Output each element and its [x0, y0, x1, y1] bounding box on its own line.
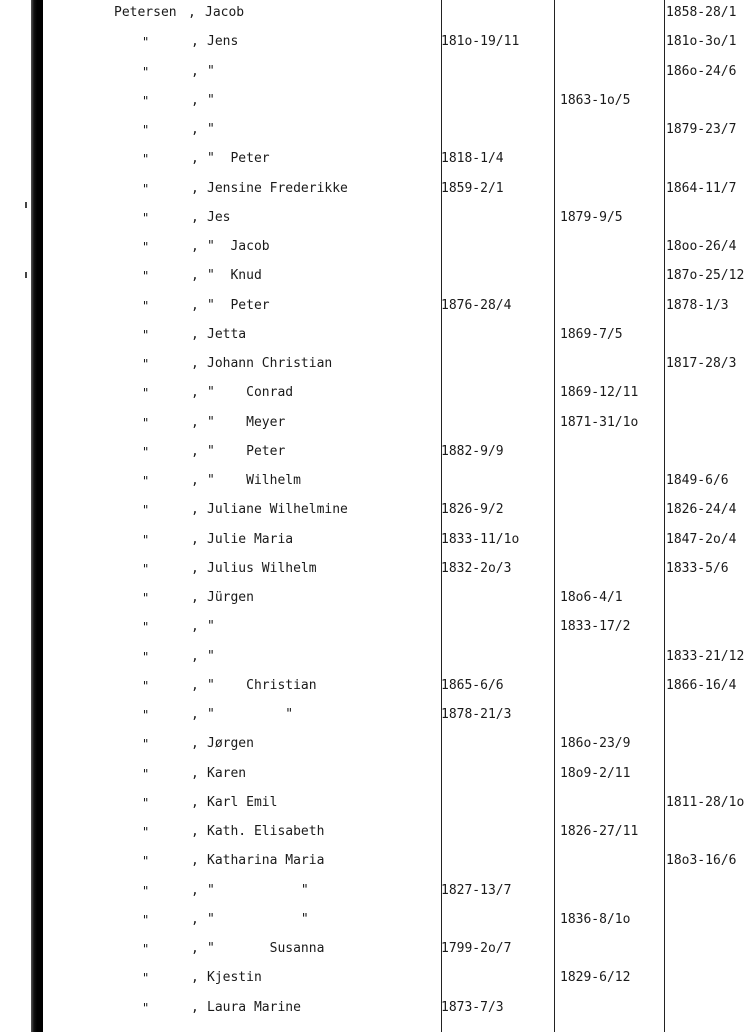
ditto-mark: " — [142, 532, 150, 547]
given-name: " — [207, 92, 215, 108]
given-name: Jetta — [207, 326, 247, 342]
comma-separator: , — [191, 209, 199, 225]
date-col-3: 1833-21/12 — [666, 648, 745, 664]
given-name: " Knud — [207, 268, 262, 284]
comma-separator: , — [191, 151, 199, 167]
register-row — [0, 325, 750, 345]
date-col-3: 1833-5/6 — [666, 560, 729, 576]
date-col-3: 186o-24/6 — [666, 63, 737, 79]
register-row — [0, 237, 750, 257]
given-name: Julie Maria — [207, 531, 294, 547]
ditto-mark: " — [142, 1000, 150, 1015]
date-col-2: 1836-8/1o — [560, 911, 631, 927]
register-row — [0, 91, 750, 111]
register-row — [0, 530, 750, 550]
ditto-mark: " — [142, 35, 150, 50]
date-col-2: 1863-1o/5 — [560, 92, 631, 108]
date-col-3: 18o3-16/6 — [666, 853, 737, 869]
date-col-1: 1799-2o/7 — [441, 941, 512, 956]
given-name: " Wilhelm — [207, 473, 301, 488]
register-row — [0, 939, 750, 959]
register-row — [0, 822, 750, 842]
comma-separator: , — [191, 502, 199, 518]
register-row — [0, 851, 750, 871]
given-name: Karen — [207, 765, 247, 781]
comma-separator: , — [191, 297, 199, 313]
date-col-1: 1865-6/6 — [441, 677, 504, 693]
ditto-mark: " — [142, 123, 150, 137]
comma-separator: , — [191, 999, 199, 1015]
ditto-mark: " — [142, 240, 150, 254]
given-name: " — [207, 619, 215, 635]
ditto-mark: " — [142, 825, 150, 839]
date-col-3: 1826-24/4 — [666, 502, 737, 518]
date-col-2: 18o6-4/1 — [560, 590, 623, 605]
date-col-1: 181o-19/11 — [441, 34, 520, 50]
date-col-3: 1817-28/3 — [666, 356, 737, 371]
ditto-mark: " — [142, 181, 150, 196]
ditto-mark: " — [142, 912, 150, 927]
register-row — [0, 266, 750, 286]
comma-separator: , — [191, 385, 199, 401]
ditto-mark: " — [142, 269, 150, 284]
ditto-mark: " — [142, 854, 150, 869]
given-name: " " — [207, 707, 294, 722]
comma-separator: , — [191, 122, 199, 137]
comma-separator: , — [191, 853, 199, 869]
given-name: " " — [207, 882, 309, 898]
register-row — [0, 149, 750, 169]
comma-separator: , — [191, 34, 199, 50]
ditto-mark: " — [142, 444, 150, 459]
given-name: " Peter — [207, 443, 286, 459]
date-col-3: 18oo-26/4 — [666, 239, 737, 254]
comma-separator: , — [191, 911, 199, 927]
register-row — [0, 793, 750, 813]
date-col-3: 1849-6/6 — [666, 473, 729, 488]
given-name: " — [207, 648, 215, 664]
date-col-3: 1858-28/1 — [666, 5, 737, 20]
comma-separator: , — [191, 326, 199, 342]
comma-separator: , — [191, 92, 199, 108]
register-row — [0, 588, 750, 608]
comma-separator: , — [191, 648, 199, 664]
given-name: Juliane Wilhelmine — [207, 502, 348, 518]
date-col-2: 1826-27/11 — [560, 824, 639, 839]
date-col-3: 1847-2o/4 — [666, 531, 737, 547]
register-row — [0, 413, 750, 433]
register-row — [0, 120, 750, 140]
given-name: Jacob — [205, 5, 245, 20]
given-name: " Peter — [207, 297, 270, 313]
date-col-2: 1879-9/5 — [560, 209, 623, 225]
ditto-mark: " — [142, 766, 150, 781]
date-col-1: 1833-11/1o — [441, 531, 520, 547]
comma-separator: , — [191, 707, 199, 722]
date-col-2: 1869-12/11 — [560, 385, 639, 401]
given-name: Jensine Frederikke — [207, 180, 348, 196]
given-name: Laura Marine — [207, 999, 301, 1015]
register-row — [0, 471, 750, 491]
register-row — [0, 764, 750, 784]
given-name: " Susanna — [207, 941, 325, 956]
comma-separator: , — [191, 794, 199, 810]
ditto-mark: " — [142, 152, 150, 167]
date-col-3: 1864-11/7 — [666, 180, 737, 196]
ditto-mark: " — [142, 386, 150, 401]
ditto-mark: " — [142, 591, 150, 605]
given-name: " — [207, 122, 215, 137]
register-row — [0, 354, 750, 374]
ditto-mark: " — [142, 64, 150, 79]
comma-separator: , — [191, 180, 199, 196]
ditto-mark: " — [142, 327, 150, 342]
ditto-mark: " — [142, 561, 150, 576]
date-col-3: 1866-16/4 — [666, 677, 737, 693]
comma-separator: , — [191, 531, 199, 547]
comma-separator: , — [191, 824, 199, 839]
ditto-mark: " — [142, 210, 150, 225]
comma-separator: , — [191, 560, 199, 576]
register-row — [0, 208, 750, 228]
date-col-3: 1878-1/3 — [666, 297, 729, 313]
ditto-mark: " — [142, 474, 150, 488]
given-name: Jørgen — [207, 736, 254, 752]
register-row — [0, 647, 750, 667]
register-row — [0, 910, 750, 930]
given-name: " — [207, 63, 215, 79]
ditto-mark: " — [142, 93, 150, 108]
comma-separator: , — [191, 356, 199, 371]
register-row — [0, 705, 750, 725]
date-col-1: 1818-1/4 — [441, 151, 504, 167]
register-row — [0, 968, 750, 988]
date-col-3: 181o-3o/1 — [666, 34, 737, 50]
register-row — [0, 62, 750, 82]
ditto-mark: " — [142, 795, 150, 810]
given-name: Jes — [207, 209, 231, 225]
given-name: " Peter — [207, 151, 270, 167]
given-name: " Meyer — [207, 414, 286, 430]
given-name: Johann Christian — [207, 356, 333, 371]
date-col-1: 1827-13/7 — [441, 882, 512, 898]
date-col-1: 1826-9/2 — [441, 502, 504, 518]
register-row — [0, 179, 750, 199]
date-col-2: 1871-31/1o — [560, 414, 639, 430]
date-col-1: 1832-2o/3 — [441, 560, 512, 576]
register-row — [0, 617, 750, 637]
date-col-2: 1833-17/2 — [560, 619, 631, 635]
comma-separator: , — [191, 473, 199, 488]
comma-separator: , — [191, 239, 199, 254]
date-col-1: 1878-21/3 — [441, 707, 512, 722]
comma-separator: , — [191, 970, 199, 986]
ditto-mark: " — [142, 357, 150, 371]
date-col-2: 1869-7/5 — [560, 326, 623, 342]
date-col-1: 1876-28/4 — [441, 297, 512, 313]
ditto-mark: " — [142, 649, 150, 664]
ditto-mark: " — [142, 942, 150, 956]
register-row — [0, 500, 750, 520]
given-name: " Christian — [207, 677, 317, 693]
comma-separator: , — [188, 5, 196, 20]
comma-separator: , — [191, 443, 199, 459]
ditto-mark: " — [142, 415, 150, 430]
date-col-3: 1811-28/1o — [666, 794, 745, 810]
given-name: " " — [207, 911, 309, 927]
given-name: Julius Wilhelm — [207, 560, 317, 576]
date-col-1: 1859-2/1 — [441, 180, 504, 196]
register-row — [0, 734, 750, 754]
date-col-3: 1879-23/7 — [666, 122, 737, 137]
comma-separator: , — [191, 736, 199, 752]
date-col-3: 187o-25/12 — [666, 268, 745, 284]
comma-separator: , — [191, 619, 199, 635]
ditto-mark: " — [142, 298, 150, 313]
date-col-2: 1829-6/12 — [560, 970, 631, 986]
register-row — [0, 559, 750, 579]
ditto-mark: " — [142, 883, 150, 898]
given-name: Jens — [207, 34, 239, 50]
given-name: Kjestin — [207, 970, 262, 986]
comma-separator: , — [191, 941, 199, 956]
given-name: " Jacob — [207, 239, 270, 254]
comma-separator: , — [191, 882, 199, 898]
given-name: Katharina Maria — [207, 853, 325, 869]
given-name: Karl Emil — [207, 794, 278, 810]
given-name: Kath. Elisabeth — [207, 824, 325, 839]
register-row — [0, 442, 750, 462]
register-row — [0, 383, 750, 403]
ditto-mark: " — [142, 503, 150, 518]
comma-separator: , — [191, 63, 199, 79]
ditto-mark: " — [142, 678, 150, 693]
ditto-mark: " — [142, 971, 150, 986]
comma-separator: , — [191, 765, 199, 781]
ditto-mark: " — [142, 737, 150, 752]
register-row — [0, 998, 750, 1018]
register-row — [0, 32, 750, 52]
date-col-2: 18o9-2/11 — [560, 765, 631, 781]
date-col-2: 186o-23/9 — [560, 736, 631, 752]
comma-separator: , — [191, 590, 199, 605]
comma-separator: , — [191, 677, 199, 693]
register-row — [0, 296, 750, 316]
register-row — [0, 881, 750, 901]
given-name: Jürgen — [207, 590, 254, 605]
comma-separator: , — [191, 268, 199, 284]
comma-separator: , — [191, 414, 199, 430]
ditto-mark: " — [142, 620, 150, 635]
register-row — [0, 676, 750, 696]
date-col-1: 1882-9/9 — [441, 443, 504, 459]
register-row — [0, 3, 750, 23]
surname: Petersen — [114, 5, 177, 20]
ditto-mark: " — [142, 708, 150, 722]
given-name: " Conrad — [207, 385, 294, 401]
date-col-1: 1873-7/3 — [441, 999, 504, 1015]
